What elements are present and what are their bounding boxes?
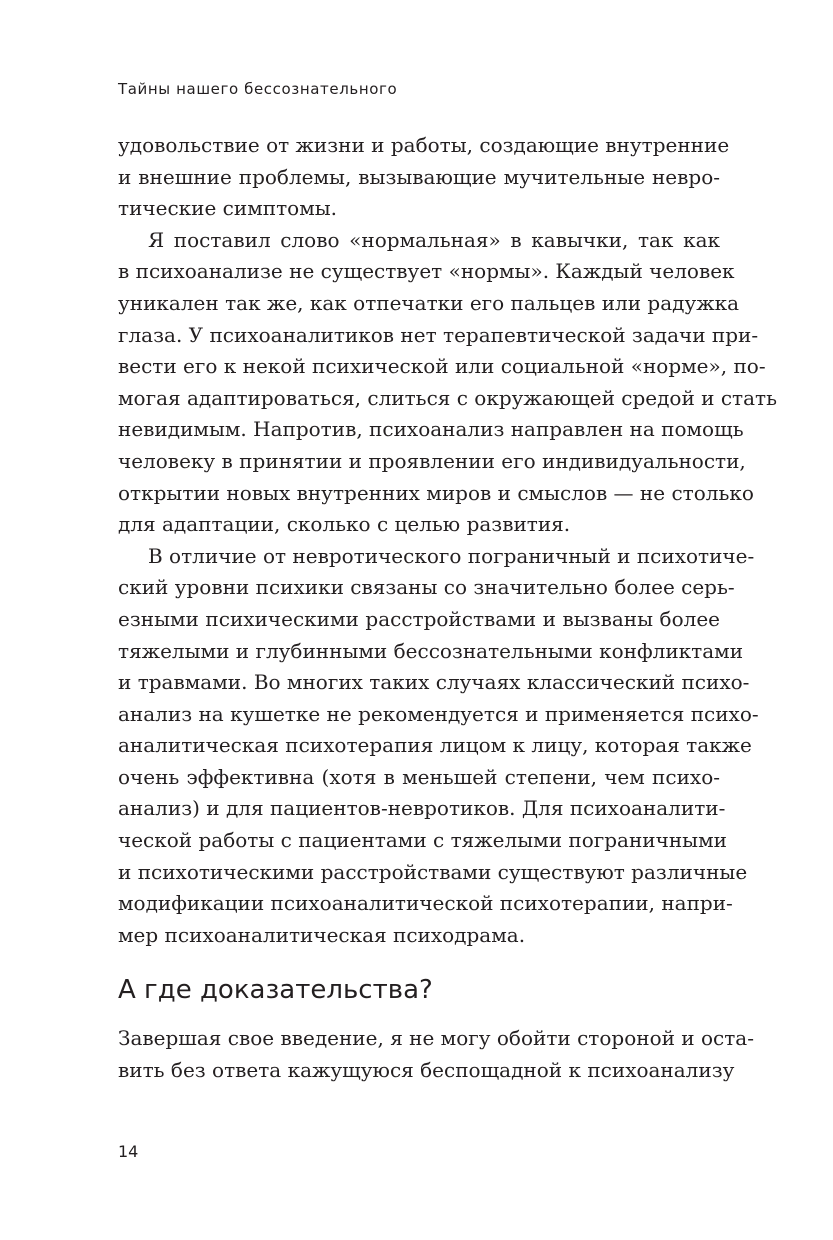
text-line: и психотическими расстройствами существуют различные: [118, 859, 748, 884]
text-line: Завершая свое введение, я не могу обойти стороной и оста-: [118, 1026, 754, 1050]
text-line: могая адаптироваться, слиться с окружающей средой и стать: [118, 385, 777, 410]
text-line: глаза. У психоаналитиков нет терапевтической задачи при-: [118, 322, 759, 347]
text-line: аналитическая психотерапия лицом к лицу, которая также: [118, 733, 752, 758]
text-line: и внешние проблемы, вызывающие мучительные невро-: [118, 164, 720, 189]
text-line: открытии новых внутренних миров и смыслов — не столько: [118, 480, 754, 505]
text-line: удовольствие от жизни и работы, создающие внутренние: [118, 133, 730, 157]
text-line: В отличие от невротического пограничный и психотиче-: [148, 543, 755, 568]
text-line: невидимым. Напротив, психоанализ направлен на помощь: [118, 417, 744, 442]
section-paragraph: [118, 1023, 754, 1086]
text-line: уникален так же, как отпечатки его пальцев или радужка: [118, 290, 740, 315]
text-line: очень эффективна (хотя в меньшей степени, чем психо-: [118, 764, 720, 789]
text-line: анализ на кушетке не рекомендуется и применяется психо-: [118, 701, 759, 726]
text-line: вести его к некой психической или социальной «норме», по-: [118, 354, 766, 379]
text-line: человеку в принятии и проявлении его индивидуальности,: [118, 448, 746, 473]
text-line: езными психическими расстройствами и вызваны более: [118, 606, 720, 631]
text-line: в психоанализе не существует «нормы». Каждый человек: [118, 259, 735, 284]
text-line: мер психоаналитическая психодрама.: [118, 922, 526, 947]
text-line: модификации психоаналитической психотерапии, напри-: [118, 891, 733, 916]
section-heading: А где доказательства?: [118, 975, 433, 1005]
text-line: тяжелыми и глубинными бессознательными конфликтами: [118, 638, 744, 663]
page-number: 14: [118, 1142, 139, 1161]
text-line: вить без ответа кажущуюся беспощадной к психоанализу: [118, 1057, 735, 1082]
body-text-block: [118, 130, 777, 951]
text-line: ский уровни психики связаны со значительно более серь-: [118, 575, 735, 600]
text-line: Я поставил слово «нормальная» в кавычки, так как: [148, 227, 720, 252]
text-line: и травмами. Во многих таких случаях классический психо-: [118, 670, 750, 695]
text-line: для адаптации, сколько с целью развития.: [118, 512, 571, 537]
running-head: Тайны нашего бессознательного: [118, 80, 398, 98]
text-line: анализ) и для пациентов-невротиков. Для психоаналити-: [118, 796, 726, 821]
text-line: тические симптомы.: [118, 196, 338, 221]
text-line: ческой работы с пациентами с тяжелыми пограничными: [118, 828, 727, 853]
